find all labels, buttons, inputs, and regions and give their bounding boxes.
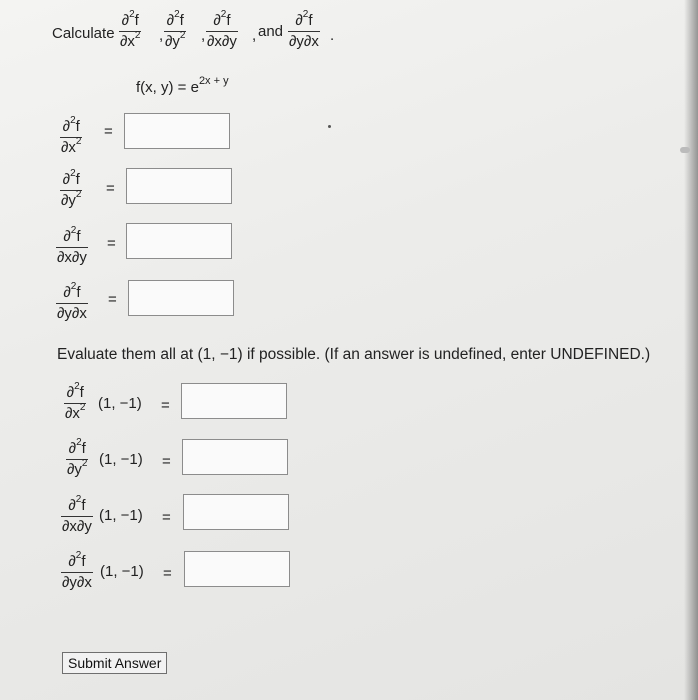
header-comma-1: ,: [159, 27, 164, 44]
header-period: .: [330, 27, 335, 44]
function-definition: f(x, $y) = e^{2x + y}$: [136, 75, 229, 96]
submit-answer-button[interactable]: Submit Answer: [62, 652, 167, 674]
label-fxx: $\frac{\partial^2f}{\partial x^2}$: [61, 115, 82, 156]
answer-fxy-at-input[interactable]: [183, 494, 289, 530]
label-fyx: $\frac{\partial^2f}{\partial y\partial x}$: [57, 281, 87, 322]
screen-speck: [328, 125, 331, 128]
label-fxy: $\frac{\partial^2f}{\partial x\partial y}$: [57, 225, 87, 266]
page-edge-shadow: [684, 0, 698, 700]
header-comma-2: ,: [201, 27, 206, 44]
calculate-label: Calculate: [52, 25, 115, 42]
answer-fxx-input[interactable]: [124, 113, 230, 149]
label-fyy: $\frac{\partial^2f}{\partial y^2}$: [61, 168, 82, 209]
header-fyx: $\frac{\partial^2f}{\partial y\partial x}$: [289, 9, 319, 50]
answer-fyx-at-input[interactable]: [184, 551, 290, 587]
label-fxy-at: $\frac{\partial^2f}{\partial x\partial y}$: [62, 494, 92, 535]
header-fyy: $\frac{\partial^2f}{\partial y^2}$: [165, 9, 186, 50]
answer-fyy-input[interactable]: [126, 168, 232, 204]
answer-fxy-input[interactable]: [126, 223, 232, 259]
point-label: (1, −1): [99, 451, 143, 468]
equals-sign: =: [162, 453, 171, 470]
equals-sign: =: [163, 565, 172, 582]
header-fxx: $\frac{\partial^2f}{\partial x^2}$: [120, 9, 141, 50]
point-label: (1, −1): [99, 507, 143, 524]
label-fxx-at: $\frac{\partial^2f}{\partial x^2}$: [65, 381, 86, 422]
answer-fyx-input[interactable]: [128, 280, 234, 316]
equals-sign: =: [106, 180, 115, 197]
equals-sign: =: [161, 397, 170, 414]
answer-fyy-at-input[interactable]: [182, 439, 288, 475]
header-comma-3: ,: [252, 27, 257, 44]
header-fxy: $\frac{\partial^2f}{\partial x\partial y}$: [207, 9, 237, 50]
answer-fxx-at-input[interactable]: [181, 383, 287, 419]
point-label: (1, −1): [100, 563, 144, 580]
label-fyy-at: $\frac{\partial^2f}{\partial y^2}$: [67, 437, 88, 478]
label-fyx-at: $\frac{\partial^2f}{\partial y\partial x}$: [62, 550, 92, 591]
point-label: (1, −1): [98, 395, 142, 412]
equals-sign: =: [107, 235, 116, 252]
equals-sign: =: [108, 291, 117, 308]
equals-sign: =: [104, 123, 113, 140]
evaluate-instruction: Evaluate them all at (1, −1) if possible. (If an answer is undefined, enter UNDEFINED.): [57, 346, 651, 363]
and-label: and: [258, 23, 284, 40]
equals-sign: =: [162, 509, 171, 526]
screen-glare: [680, 147, 690, 153]
